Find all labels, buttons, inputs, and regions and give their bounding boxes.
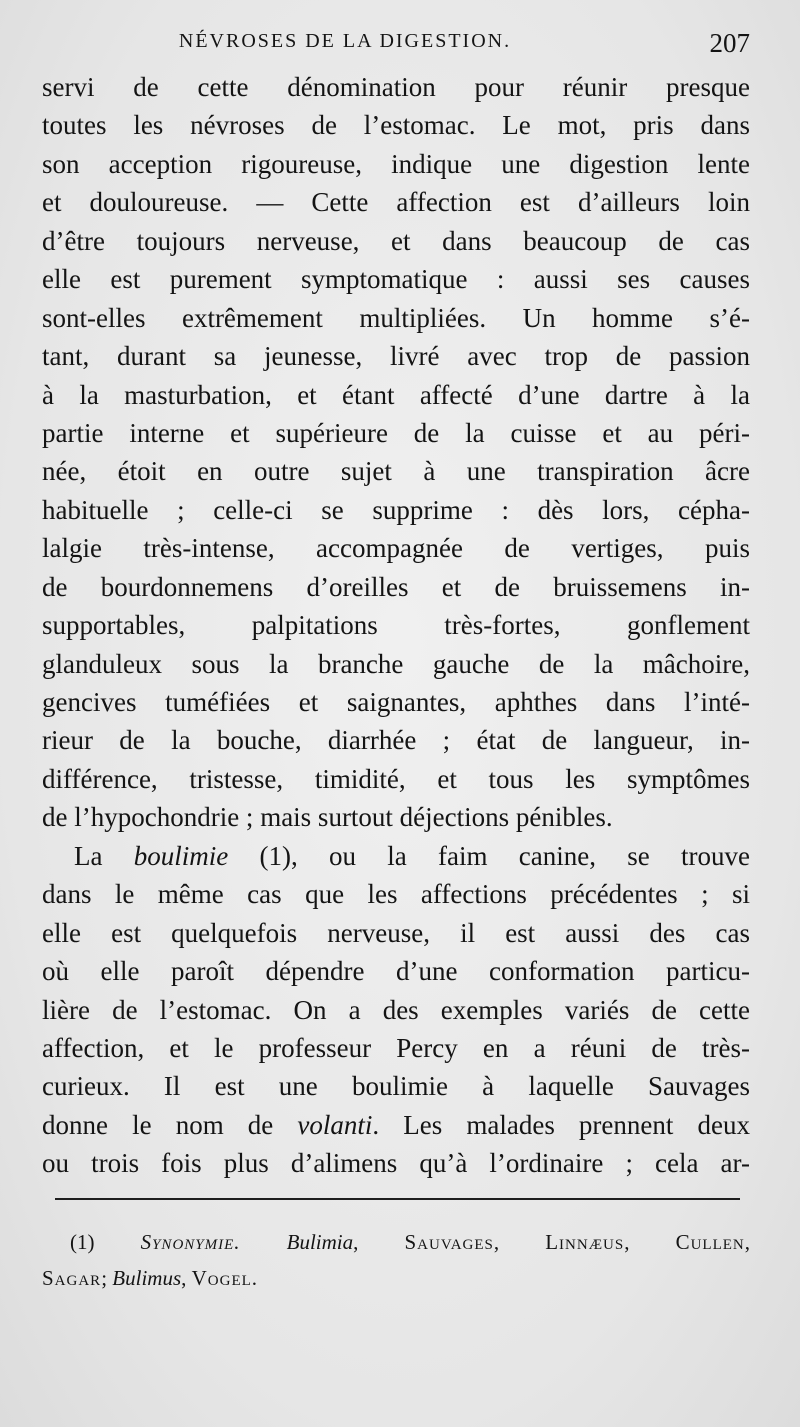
- text-line: affection, et le professeur Percy en a réuni de très-: [42, 1032, 750, 1063]
- latin-term: Bulimus: [112, 1266, 182, 1290]
- italic-term: volanti: [297, 1109, 373, 1140]
- text-line: lalgie très-intense, accompagnée de vertiges, puis: [42, 533, 750, 564]
- footnote-separator: [55, 1198, 740, 1200]
- text-line: ou trois fois plus d’alimens qu’à l’ordinaire ; cela ar-: [42, 1148, 750, 1179]
- text-line: de l’hypochondrie ; mais surtout déjections pénibles.: [42, 802, 613, 833]
- footnote-line: (1) Synonymie. Bulimia, Sauvages, Linnæus, Cullen,: [70, 1230, 750, 1254]
- text-line: servi de cette dénomination pour réunir presque: [42, 72, 750, 102]
- text-line: tant, durant sa jeunesse, livré avec trop de passion: [42, 341, 750, 372]
- text-fragment: (1), ou la faim canine, se trouve: [228, 840, 750, 871]
- latin-term: Bulimia: [286, 1230, 354, 1254]
- text-line: où elle paroît dépendre d’une conformation particu-: [42, 956, 750, 987]
- author-name: Sauvages: [404, 1230, 494, 1254]
- author-name: Sagar: [42, 1266, 102, 1290]
- italic-term: boulimie: [133, 840, 229, 871]
- running-head: [40, 28, 750, 58]
- text-line: glanduleux sous la branche gauche de la mâchoire,: [42, 648, 750, 679]
- paragraph-start-line: [42, 837, 750, 875]
- text-line-with-italic: [42, 1106, 750, 1144]
- text-line: d’être toujours nerveuse, et dans beaucoup de cas: [42, 225, 750, 256]
- text-line: et douloureuse. — Cette affection est d’ailleurs loin: [42, 187, 750, 218]
- text-line: partie interne et supérieure de la cuisse et au péri-: [42, 417, 750, 448]
- text-line: curieux. Il est une boulimie à laquelle Sauvages: [42, 1071, 750, 1102]
- text-fragment: La: [74, 840, 134, 871]
- text-line: habituelle ; celle-ci se supprime : dès lors, cépha-: [42, 494, 750, 525]
- text-line: à la masturbation, et étant affecté d’une dartre à la: [42, 379, 750, 410]
- text-line: rieur de la bouche, diarrhée ; état de langueur, in-: [42, 725, 750, 756]
- text-line: née, étoit en outre sujet à une transpiration âcre: [42, 456, 750, 487]
- body-text: [42, 68, 750, 1183]
- page-number: 207: [709, 28, 750, 58]
- text-line: sont-elles extrêmement multipliées. Un homme s’é-: [42, 302, 750, 333]
- text-line: de bourdonnemens d’oreilles et de bruissemens in-: [42, 571, 750, 602]
- text-line: toutes les névroses de l’estomac. Le mot, pris dans: [42, 110, 750, 141]
- text-line: différence, tristesse, timidité, et tous les symptômes: [42, 763, 750, 794]
- footnote-line: Sagar; Bulimus, Vogel.: [42, 1266, 258, 1290]
- author-name: Linnæus: [545, 1230, 625, 1254]
- text-line: supportables, palpitations très-fortes, gonflement: [42, 610, 750, 641]
- text-line: son acception rigoureuse, indique une digestion lente: [42, 148, 750, 179]
- author-name: Cullen: [675, 1230, 745, 1254]
- footnote-marker: (1): [70, 1230, 95, 1254]
- text-line: gencives tuméfiées et saignantes, aphthes dans l’inté-: [42, 687, 750, 717]
- running-title: NÉVROSES DE LA DIGESTION.: [178, 30, 512, 52]
- footnote-label: Synonymie.: [140, 1230, 241, 1254]
- text-line: elle est purement symptomatique : aussi ses causes: [42, 264, 750, 295]
- text-fragment: donne le nom de: [42, 1109, 298, 1140]
- author-name: Vogel: [191, 1266, 252, 1290]
- text-line: lière de l’estomac. On a des exemples variés de cette: [42, 994, 750, 1025]
- text-line: elle est quelquefois nerveuse, il est aussi des cas: [42, 917, 750, 948]
- text-fragment: . Les malades prennent deux: [372, 1109, 750, 1140]
- footnote: [42, 1224, 750, 1296]
- text-line: dans le même cas que les affections précédentes ; si: [42, 879, 750, 910]
